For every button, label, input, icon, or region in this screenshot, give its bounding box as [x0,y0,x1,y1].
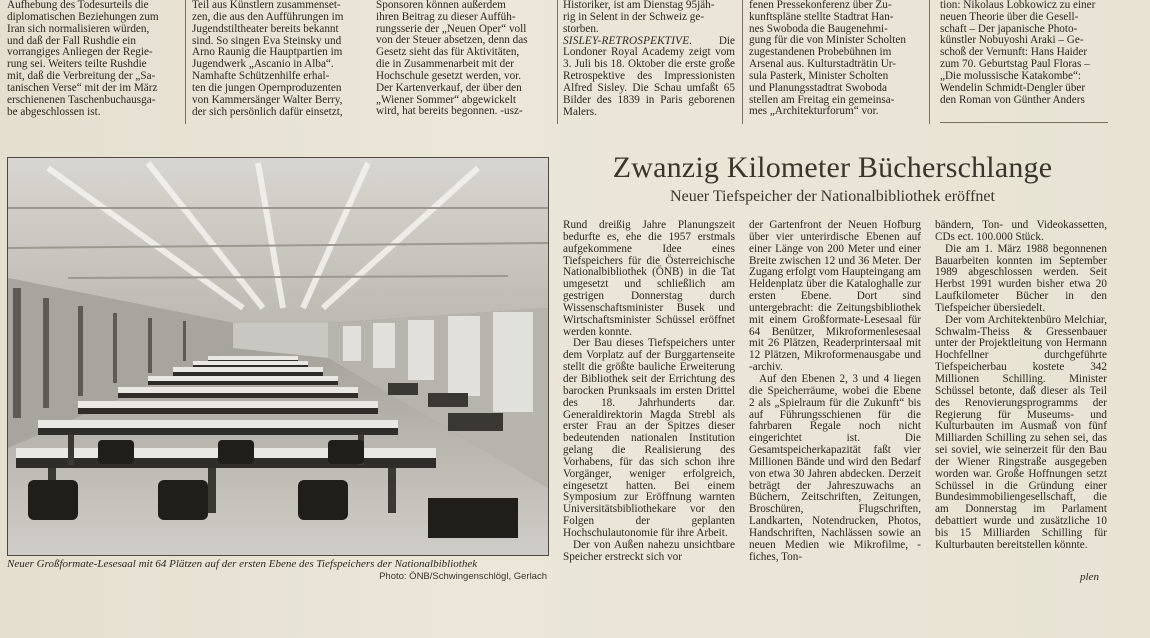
text-line: neuen Theorie über die Gesell- [940,10,1079,23]
text-line: storben. [563,22,599,35]
text-line: stellen am Freitag ein gemeinsa- [749,93,895,106]
article-paragraph: Auf den Ebenen 2, 3 und 4 liegen die Speicherräume, wobei die Ebene 2 als „Spielraum für die Zukunft“ bis auf Führungsschienen für die fahrbaren Regale noch nicht eingerichtet ist. Die Gesamtspeicherkapazität faßt vier Millionen Bände und wird den Bedarf von etwa 30 Jahren abdecken. Derzeit beträgt der Jahreszuwachs an Büchern, Zeitschriften, Zeitungen, Broschüren, Flugschriften, Landkarten, Notendrucken, Photos, Handschriften, Nachlässen sowie an neuen Medien wie Mikrofilme, -fiches, Ton- [749,372,921,563]
text-line: zugestandenen Probebühnen im [749,46,892,59]
top-column-5 [749,0,921,126]
text-line: und daß der Fall Rushdie ein [7,34,136,47]
text-line: Hochschule gesetzt werden, vor. [376,69,522,82]
text-line: gung für die von Minister Scholten [749,34,906,47]
text-line: be abgeschlossen ist. [7,105,101,118]
text-line: mes „Architekturforum“ vor. [749,105,879,118]
text-line: zen, die aus den Aufführungen im [192,10,344,23]
author-signature: plen [1080,571,1099,583]
text-line: tanischen Verse“ mit der im März [7,81,158,94]
text-line: der sich persönlich dafür einsetzt, [192,105,343,118]
text-line: künstler Nobuyoshi Araki – Ge- [940,34,1084,47]
text-line: rung sei. Weiters teilte Rushdie [7,58,147,71]
text-line: schaft – Der japanische Photo- [940,22,1078,35]
text-line: Der Kartenverkauf, der über den [376,81,522,94]
text-line: fenen Pressekonferenz über Zu- [749,0,892,11]
article-paragraph: Der von Außen nahezu unsichtbare Speicher erstreckt sich vor [563,538,735,563]
top-column-3 [376,0,548,126]
top-column-4 [563,0,735,126]
text-line: rig in Selent in der Schweiz ge- [563,10,705,23]
top-column-2 [192,0,364,126]
text-line: Sponsoren können außerdem [376,0,506,11]
text-line: Wendelin Schmidt-Dengler über [940,81,1086,94]
text-line: Jugendwerk „Ascanio in Alba“. [192,58,334,71]
text-line: ihren Beitrag zu dieser Auffüh- [376,10,516,23]
text-line: und Planungsstadtrat Swoboda [749,81,887,94]
article-paragraph: der Gartenfront der Neuen Hofburg über vier unterirdische Ebenen auf einer Länge von 200 Meter und einer Breite zwischen 12 und 36 Meter. Der Zugang erfolgt vom Haupteingang am Heldenplatz über die Kataloghalle zur ersten Ebene. Dort sind untergebracht: die Zeitungsbibliothek mit einem Großformate-Lesesaal für 64 Benützer, Mikroformenlesesaal mit 26 Plätzen, Readerprintersaal mit 12 Plätzen, Mikroformenausgabe und -archiv. [749,220,921,374]
text-line: Jugendstiltheater bereits bekannt [192,22,339,35]
text-line: Arsenal aus. Kulturstadträtin Ur- [749,58,897,71]
text-line: rungsserie der „Neuen Oper“ voll [376,22,527,35]
text-line: Namhafte Schützenhilfe erhal- [192,70,330,83]
article-headline: Zwanzig Kilometer Bücherschlange [612,151,1053,184]
article-paragraph: bändern, Ton- und Videokassetten, CDs ect. 100.000 Stück. [935,220,1107,243]
sisley-kicker: SISLEY-RETROSPEKTIVE. [563,34,693,47]
text-line: Gesetz sieht das für Aktivitäten, [376,46,520,59]
text-line: diplomatischen Beziehungen zum [7,10,159,23]
text-line: „Wiener Sommer“ abgewickelt [376,93,516,106]
column-rule [742,0,743,124]
text-line: Arno Raunig die Hauptpartien im [192,46,343,59]
text-line: „Die molussische Katakombe“: [940,69,1082,82]
article-paragraph: Der vom Architektenbüro Melchiar, Schwalm-Theiss & Gressenbauer unter der Projektleitung von Hermann Hochfellner durchgeführte Tiefspeicherbau kostete 342 Millionen Schilling. Minister Schüssel betonte, daß dieser als Teil des Renovierungsprogramms der Regierung für Museums- und Kulturbauten im Ausmaß von fünf Milliarden Schilling zu sehen sei, das sei soviel, wie seinerzeit für den Bau der Wiener Ringstraße ausgegeben worden war. Große Hoffnungen setzt Schüssel in die Gründung einer Bundesimmobiliengesellschaft, die am Donnerstag im Parlament debattiert wurde und zusätzliche 10 bis 15 Milliarden Schilling für Kulturbauten bereitstellen könnte. [935,313,1107,551]
sisley-item [563,36,735,119]
text-line: von Kammersänger Walter Berry, [192,93,343,106]
photo-caption: Neuer Großformate-Lesesaal mit 64 Plätzen auf der ersten Ebene des Tiefspeichers der Nationalbibliothek [7,558,478,570]
article-subheadline: Neuer Tiefspeicher der Nationalbibliothek eröffnet [670,188,995,205]
article-column-2 [749,220,921,586]
reading-room-photo [7,157,549,556]
text-line: Historiker, ist am Dienstag 95jäh- [563,0,715,11]
text-line: die in Zusammenarbeit mit der [376,58,514,71]
text-line: sula Pasterk, Minister Scholten [749,69,889,82]
column-rule [557,0,558,124]
column-rule [185,0,186,124]
article-column-3 [935,220,1107,572]
article-paragraph: Die am 1. März 1988 begonnenen Bauarbeiten konnten im September 1989 abgeschlossen werden. Seit Herbst 1991 wurden bisher etwa 20 Laufkilometer Bücher in den Tiefspeicher übersiedelt. [935,242,1107,314]
text-line: sind. So singen Eva Steinsky und [192,34,342,47]
text-line: Iran sich normalisieren würden, [7,22,150,35]
obituary-text [563,0,735,36]
text-line: von der Steuer absetzen, denn das [376,34,528,47]
column-rule [929,0,930,124]
text-line: Teil aus Künstlern zusammenset- [192,0,341,11]
text-line: vorrangiges Anliegen der Regie- [7,46,153,59]
article-paragraph: Rund dreißig Jahre Planungszeit bedurfte es, ehe die 1957 erstmals aufgekommene Idee eines Tiefspeichers für die Österreichische Nationalbibliothek (ÖNB) in die Tat umgesetzt und schließlich am gestrigen Donnerstag durch Wissenschaftsminister Busek und Wirtschaftsminister Schüssel eröffnet werden konnte. [563,220,735,338]
text-line: tion: Nikolaus Lobkowicz zu einer [940,0,1096,11]
article-paragraph: Der Bau dieses Tiefspeichers unter dem Vorplatz auf der Burggartenseite stellt die größte bauliche Erweiterung der Bibliothek seit der Errichtung des barocken Prunksaals im ersten Drittel des 18. Jahrhunderts dar. Generaldirektorin Magda Strebl als erster Frau an der Spitzes dieser bedeutenden nationalen Institution gelang die Realisierung des Vorhabens, für das sich schon ihre Vorgänger, weniger erfolgreich, eingesetzt hatten. Bei einem Symposium zur Eröffnung warnten Universitätsbibliothekare vor den Folgen der geplanten Hochschulautonomie für ihre Arbeit. [563,337,735,539]
sisley-text: Die Londoner Royal Academy zeigt vom 3. Juli bis 18. Oktober die erste große Retrospektive des Impressionisten Alfred Sisley. Die Schau umfaßt 65 Bilder des 1839 in Paris geborenen Malers. [563,34,735,118]
section-rule [940,122,1108,123]
top-column-6 [940,0,1108,114]
photo-credit: Photo: ÖNB/Schwingenschlögl, Gerlach [379,571,547,582]
article-column-1 [563,220,735,586]
text-line: zum 70. Geburtstag Paul Floras – [940,58,1090,71]
text-line: erschienenen Taschenbuchausga- [7,93,156,106]
text-line: den Roman von Günther Anders [940,93,1085,106]
text-line: schoß der Vernunft: Hans Haider [940,46,1088,59]
text-line: wird, hat bereits begonnen. -usz- [376,105,523,118]
top-column-1 [7,0,179,124]
text-line: kunftspläne stellte Stadtrat Han- [749,10,894,23]
reading-room-photo-image [8,158,548,555]
text-line: Aufhebung des Todesurteils die [7,0,149,11]
text-line: mit, daß die Verbreitung der „Sa- [7,70,156,83]
text-line: nes Swoboda die Baugenehmi- [749,22,888,35]
text-line: ten die jungen Opernproduzenten [192,81,342,94]
